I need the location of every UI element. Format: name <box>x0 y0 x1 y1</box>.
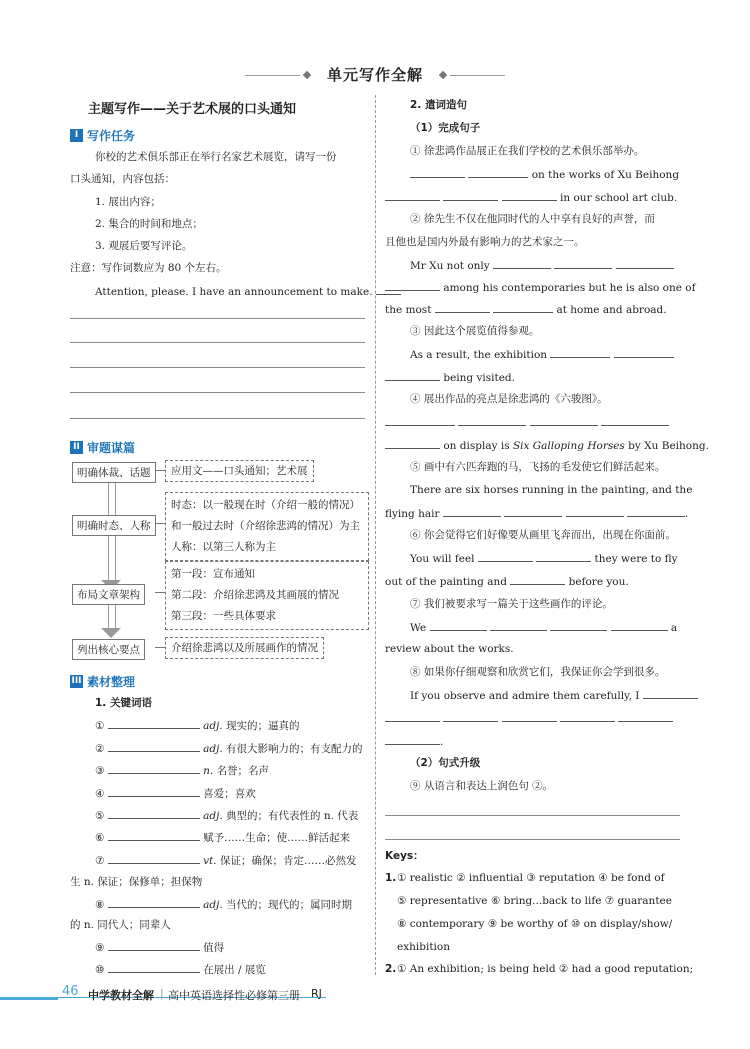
flow-box-points: 列出核心要点 <box>72 639 145 660</box>
vocab-item: ③ n. 名誉；名声 <box>95 765 270 777</box>
keys-line: exhibition <box>397 941 450 953</box>
vocab-item: ⑩ 在展出 / 展览 <box>95 964 266 976</box>
writing-line <box>70 418 365 419</box>
q5-line: flying hair . <box>385 508 689 520</box>
q4-line: on display is Six Galloping Horses by Xu Beihong. <box>385 438 709 453</box>
q1-line: in our school art club. <box>385 190 677 205</box>
keys-line: ① realistic ② influential ③ reputation ④ be fond of <box>397 872 665 884</box>
vocab-item-continued: 的 n. 同代人；同辈人 <box>70 919 171 931</box>
topic-title: 主题写作——关于艺术展的口头通知 <box>88 102 297 117</box>
keys-heading: Keys： <box>385 850 424 862</box>
q2-line: Mr Xu not only <box>410 258 674 273</box>
book-title: 中学教材全解 <box>88 989 154 1002</box>
q8-line <box>385 711 673 726</box>
flow-connector <box>155 470 165 471</box>
keys-line: ① An exhibition; is being held ② had a good reputation; <box>397 963 694 975</box>
section-planning <box>70 439 135 456</box>
writing-line <box>70 392 365 393</box>
vocab-item: ⑦ vt. 保证；确保；肯定……必然发 <box>95 855 357 867</box>
header-rule-right <box>450 75 505 76</box>
vocab-item: ⑧ adj. 当代的；现代的；属同时期 <box>95 899 353 911</box>
vocab-item: ⑨ 值得 <box>95 942 225 954</box>
keys-line: ⑤ representative ⑥ bring...back to life ⑦ guarantee <box>397 895 672 907</box>
q7-line: review about the works. <box>385 643 514 655</box>
q9-chinese: ⑨ 从语言和表达上润色句 ②。 <box>410 780 554 792</box>
vocab-item: ② adj. 有很大影响力的；有支配力的 <box>95 743 363 755</box>
task-note: 注意：写作词数应为 80 个左右。 <box>70 262 227 274</box>
upgrade-heading: （2）句式升级 <box>410 757 481 769</box>
flow-connector <box>155 647 165 648</box>
flow-detail-structure: 第一段：宣布通知 第二段：介绍徐悲鸿及其画展的情况 第三段：一些具体要求 <box>165 561 369 630</box>
flow-detail-genre: 应用文——口头通知；艺术展 <box>165 460 314 482</box>
q7-chinese: ⑦ 我们被要求写一篇关于这些画作的评论。 <box>410 598 613 610</box>
q2-chinese: 且他也是国内外最有影响力的艺术家之一。 <box>385 236 585 248</box>
flow-arrow-head <box>101 628 121 638</box>
flow-detail-tense: 时态：以一般现在时（介绍一般的情况） 和一般过去时（介绍徐悲鸿的情况）为主 人称：以第三人称为主 <box>165 492 369 561</box>
sentence-heading: 2. 遣词造句 <box>410 99 467 111</box>
flow-connector <box>155 592 165 593</box>
q3-line: being visited. <box>385 370 515 385</box>
q3-chinese: ③ 因此这个展览值得参观。 <box>410 325 540 337</box>
q5-chinese: ⑤ 画中有六匹奔跑的马，飞扬的毛发使它们鲜活起来。 <box>410 461 666 473</box>
vocab-item: ① adj. 现实的；逼真的 <box>95 720 300 732</box>
q5-line: There are six horses running in the painting, and the <box>410 484 693 496</box>
writing-line <box>70 342 365 343</box>
page-number: 46 <box>62 984 79 999</box>
q3-line: As a result, the exhibition <box>410 347 674 362</box>
vocab-item-continued: 生 n. 保证；保修单；担保物 <box>70 876 203 888</box>
q8-line: If you observe and admire them carefully, I <box>410 688 698 703</box>
section-number: III <box>71 676 82 686</box>
q2-line: the most at home and abroad. <box>385 304 667 316</box>
q1-line: on the works of Xu Beihong <box>410 167 679 182</box>
q6-line: You will feel they were to fly <box>410 553 678 565</box>
column-separator <box>375 95 376 975</box>
flow-box-tense: 明确时态、人称 <box>72 515 156 536</box>
q4-chinese: ④ 展出作品的亮点是徐悲鸿的《六骏图》。 <box>410 393 608 405</box>
book-subtitle: 高中英语选择性必修第三册 <box>168 989 300 1002</box>
footer-divider: | <box>160 987 164 1000</box>
vocab-item: ④ 喜爱；喜欢 <box>95 788 256 800</box>
q4-line <box>385 415 669 430</box>
edition: RJ <box>311 987 322 1000</box>
footer-accent-bar <box>0 997 58 1000</box>
flow-detail-points: 介绍徐悲鸿以及所展画作的情况 <box>165 637 324 659</box>
complete-sentences-heading: （1）完成句子 <box>410 122 481 134</box>
task-opening: Attention, please. I have an announcement to make. <box>95 284 401 299</box>
q2-line: among his contemporaries but he is also one of <box>385 280 696 295</box>
q8-chinese: ⑧ 如果你仔细观察和欣赏它们，我保证你会学到很多。 <box>410 666 666 678</box>
task-line: 3. 观展后要写评论。 <box>95 240 193 252</box>
section-number: II <box>70 441 83 454</box>
writing-line <box>385 815 680 816</box>
section-label: 写作任务 <box>87 129 136 143</box>
task-line: 口头通知，内容包括： <box>70 173 175 185</box>
q6-line: out of the painting and before you. <box>385 576 629 588</box>
keys-2-label: 2. <box>385 963 397 975</box>
section-materials <box>70 673 135 690</box>
section-writing-task <box>70 127 135 144</box>
vocab-item: ⑤ adj. 典型的；有代表性的 n. 代表 <box>95 810 359 822</box>
flow-box-structure: 布局文章架构 <box>72 584 145 605</box>
flow-box-genre: 明确体裁、话题 <box>72 462 156 483</box>
task-line: 你校的艺术俱乐部正在举行名家艺术展览，请写一份 <box>95 151 337 163</box>
section-label: 素材整理 <box>87 675 136 689</box>
section-title: 单元写作全解 <box>326 66 423 84</box>
section-label: 审题谋篇 <box>87 441 136 455</box>
vocab-heading: 1. 关键词语 <box>95 697 152 709</box>
task-line: 2. 集合的时间和地点； <box>95 218 203 230</box>
writing-line <box>70 318 365 319</box>
q6-chinese: ⑥ 你会觉得它们好像要从画里飞奔而出，出现在你面前。 <box>410 529 676 541</box>
task-line: 1. 展出内容； <box>95 196 161 208</box>
q2-chinese: ② 徐先生不仅在他同时代的人中享有良好的声誉，而 <box>410 213 655 225</box>
q7-line: We a <box>410 622 678 634</box>
vocab-item: ⑥ 赋予……生命；使……鲜活起来 <box>95 832 351 844</box>
q1-chinese: ① 徐悲鸿作品展正在我们学校的艺术俱乐部举办。 <box>410 145 645 157</box>
keys-line: ⑧ contemporary ⑨ be worthy of ⑩ on display/show/ <box>397 918 673 930</box>
writing-line <box>70 367 365 368</box>
section-number: I <box>70 129 83 142</box>
keys-1-label: 1. <box>385 872 397 884</box>
writing-line <box>385 839 680 840</box>
flow-connector <box>155 523 165 524</box>
q8-line: . <box>385 734 443 749</box>
